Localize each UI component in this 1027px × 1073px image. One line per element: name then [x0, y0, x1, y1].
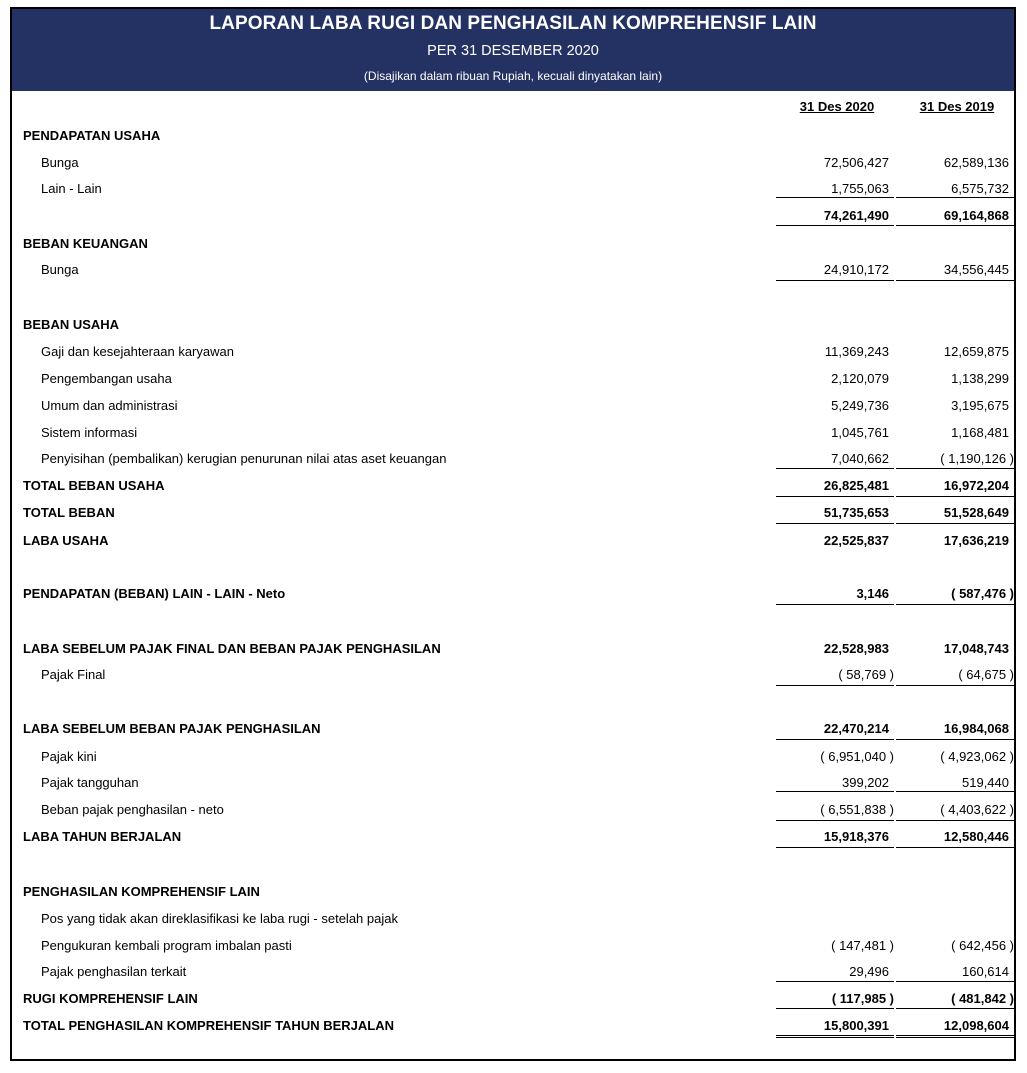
table-row	[12, 260, 1014, 280]
table-row	[12, 909, 1014, 929]
value-2019: 3,195,675	[951, 398, 1009, 413]
row-label: Pengembangan usaha	[41, 371, 172, 386]
table-row	[12, 423, 1014, 443]
value-2019: 16,984,068	[943, 721, 1009, 736]
currency-note: (Disajikan dalam ribuan Rupiah, kecuali dinyatakan lain)	[363, 69, 663, 83]
column-header-2019: 31 Des 2019	[919, 99, 995, 114]
value-2019: 51,528,649	[943, 505, 1009, 520]
table-row	[12, 153, 1014, 173]
value-2019: 62,589,136	[943, 155, 1009, 170]
total-row	[12, 531, 1014, 551]
total-row	[12, 1016, 1014, 1036]
value-2019: 69,164,868	[943, 208, 1009, 223]
row-label: Lain - Lain	[41, 181, 102, 196]
total-row	[12, 719, 1014, 739]
total-rule	[776, 604, 894, 605]
subtotal-rule	[896, 197, 1014, 198]
value-2019: 1,138,299	[951, 371, 1009, 386]
grand-total-rule	[776, 1035, 894, 1038]
subtotal-rule	[896, 496, 1014, 497]
total-rule	[776, 847, 894, 848]
value-2020: ( 147,481 )	[831, 938, 894, 953]
total-rule	[896, 604, 1014, 605]
total-row	[12, 476, 1014, 496]
subtotal-rule	[896, 468, 1014, 469]
value-2020: 399,202	[842, 775, 889, 790]
value-2019: 519,440	[962, 775, 1009, 790]
value-2020: 15,918,376	[823, 829, 889, 844]
subtotal-rule	[896, 791, 1014, 792]
value-2019: 6,575,732	[951, 181, 1009, 196]
row-label: TOTAL BEBAN USAHA	[23, 478, 165, 493]
row-label: Pos yang tidak akan direklasifikasi ke laba rugi - setelah pajak	[41, 911, 398, 926]
value-2019: ( 642,456 )	[951, 938, 1014, 953]
subtotal-rule	[776, 496, 894, 497]
statement-period: PER 31 DESEMBER 2020	[427, 43, 599, 59]
subtotal-row	[12, 206, 1014, 226]
row-label: PENGHASILAN KOMPREHENSIF LAIN	[23, 884, 260, 899]
table-row	[12, 936, 1014, 956]
value-2020: 22,528,983	[823, 641, 889, 656]
value-2019: ( 4,923,062 )	[940, 749, 1014, 764]
subtotal-rule	[896, 1008, 1014, 1009]
row-label: LABA SEBELUM BEBAN PAJAK PENGHASILAN	[23, 721, 321, 736]
value-2020: 72,506,427	[823, 155, 889, 170]
section-row	[12, 882, 1014, 902]
total-rule	[776, 523, 894, 524]
value-2020: 2,120,079	[831, 371, 889, 386]
value-2019: ( 587,476 )	[951, 586, 1014, 601]
total-row	[12, 639, 1014, 659]
row-label: Pajak kini	[41, 749, 97, 764]
row-label: Bunga	[41, 262, 79, 277]
subtotal-rule	[896, 739, 1014, 740]
value-2019: ( 4,403,622 )	[940, 802, 1014, 817]
total-rule	[776, 280, 894, 281]
value-2019: ( 64,675 )	[958, 667, 1014, 682]
statement-frame	[10, 7, 1016, 1061]
table-row	[12, 665, 1014, 685]
statement-header	[12, 9, 1014, 91]
value-2020: 15,800,391	[823, 1018, 889, 1033]
row-label: RUGI KOMPREHENSIF LAIN	[23, 991, 198, 1006]
row-label: Pengukuran kembali program imbalan pasti	[41, 938, 292, 953]
table-row	[12, 800, 1014, 820]
subtotal-rule	[776, 820, 894, 821]
row-label: LABA TAHUN BERJALAN	[23, 829, 182, 844]
section-row	[12, 234, 1014, 254]
row-label: Sistem informasi	[41, 425, 138, 440]
table-row	[12, 449, 1014, 469]
total-row	[12, 584, 1014, 604]
value-2020: 3,146	[856, 586, 889, 601]
total-rule	[896, 685, 1014, 686]
subtotal-rule	[776, 197, 894, 198]
section-row	[12, 315, 1014, 335]
value-2020: 29,496	[849, 964, 889, 979]
value-2019: 34,556,445	[943, 262, 1009, 277]
value-2019: 12,098,604	[943, 1018, 1009, 1033]
row-label: PENDAPATAN USAHA	[23, 128, 161, 143]
table-row	[12, 396, 1014, 416]
value-2019: 12,580,446	[943, 829, 1009, 844]
total-rule	[896, 847, 1014, 848]
subtotal-rule	[776, 791, 894, 792]
value-2020: 26,825,481	[823, 478, 889, 493]
value-2020: 7,040,662	[831, 451, 889, 466]
statement-title: LAPORAN LABA RUGI DAN PENGHASILAN KOMPREHENSIF LAIN	[209, 13, 817, 34]
value-2020: ( 58,769 )	[838, 667, 894, 682]
subtotal-rule	[896, 820, 1014, 821]
value-2019: 16,972,204	[943, 478, 1009, 493]
section-row	[12, 126, 1014, 146]
value-2020: 22,470,214	[823, 721, 889, 736]
value-2019: 12,659,875	[943, 344, 1009, 359]
total-rule	[896, 523, 1014, 524]
subtotal-rule	[776, 981, 894, 982]
total-rule	[776, 225, 894, 226]
value-2020: 11,369,243	[824, 344, 889, 359]
row-label: Pajak penghasilan terkait	[41, 964, 187, 979]
subtotal-rule	[776, 468, 894, 469]
table-row	[12, 179, 1014, 199]
value-2019: ( 481,842 )	[951, 991, 1014, 1006]
value-2020: ( 117,985 )	[831, 991, 894, 1006]
subtotal-rule	[896, 981, 1014, 982]
value-2020: 24,910,172	[823, 262, 889, 277]
row-label: Beban pajak penghasilan - neto	[41, 802, 224, 817]
table-row	[12, 747, 1014, 767]
subtotal-rule	[776, 739, 894, 740]
row-label: Gaji dan kesejahteraan karyawan	[41, 344, 234, 359]
table-row	[12, 342, 1014, 362]
row-label: PENDAPATAN (BEBAN) LAIN - LAIN - Neto	[23, 586, 286, 601]
total-rule	[896, 280, 1014, 281]
total-rule	[776, 685, 894, 686]
row-label: BEBAN USAHA	[23, 317, 120, 332]
value-2019: 1,168,481	[951, 425, 1009, 440]
row-label: TOTAL PENGHASILAN KOMPREHENSIF TAHUN BERJALAN	[23, 1018, 394, 1033]
value-2020: 1,045,761	[831, 425, 889, 440]
total-rule	[896, 225, 1014, 226]
row-label: LABA USAHA	[23, 533, 109, 548]
value-2019: 17,636,219	[943, 533, 1009, 548]
row-label: TOTAL BEBAN	[23, 505, 115, 520]
value-2020: 5,249,736	[831, 398, 889, 413]
table-row	[12, 962, 1014, 982]
value-2020: 74,261,490	[823, 208, 889, 223]
row-label: BEBAN KEUANGAN	[23, 236, 148, 251]
row-label: LABA SEBELUM PAJAK FINAL DAN BEBAN PAJAK PENGHASILAN	[23, 641, 441, 656]
total-row	[12, 827, 1014, 847]
row-label: Bunga	[41, 155, 79, 170]
table-row	[12, 773, 1014, 793]
row-label: Pajak tangguhan	[41, 775, 139, 790]
total-row	[12, 989, 1014, 1009]
value-2019: ( 1,190,126 )	[940, 451, 1014, 466]
subtotal-rule	[776, 1008, 894, 1009]
value-2019: 160,614	[962, 964, 1009, 979]
value-2020: 1,755,063	[831, 181, 889, 196]
row-label: Umum dan administrasi	[41, 398, 178, 413]
column-header-2020: 31 Des 2020	[799, 99, 875, 114]
row-label: Pajak Final	[41, 667, 106, 682]
value-2020: ( 6,951,040 )	[820, 749, 894, 764]
value-2020: ( 6,551,838 )	[820, 802, 894, 817]
value-2019: 17,048,743	[943, 641, 1009, 656]
value-2020: 22,525,837	[823, 533, 889, 548]
table-row	[12, 369, 1014, 389]
total-row	[12, 503, 1014, 523]
grand-total-rule	[896, 1035, 1014, 1038]
row-label: Penyisihan (pembalikan) kerugian penurunan nilai atas aset keuangan	[41, 451, 447, 466]
value-2020: 51,735,653	[823, 505, 889, 520]
